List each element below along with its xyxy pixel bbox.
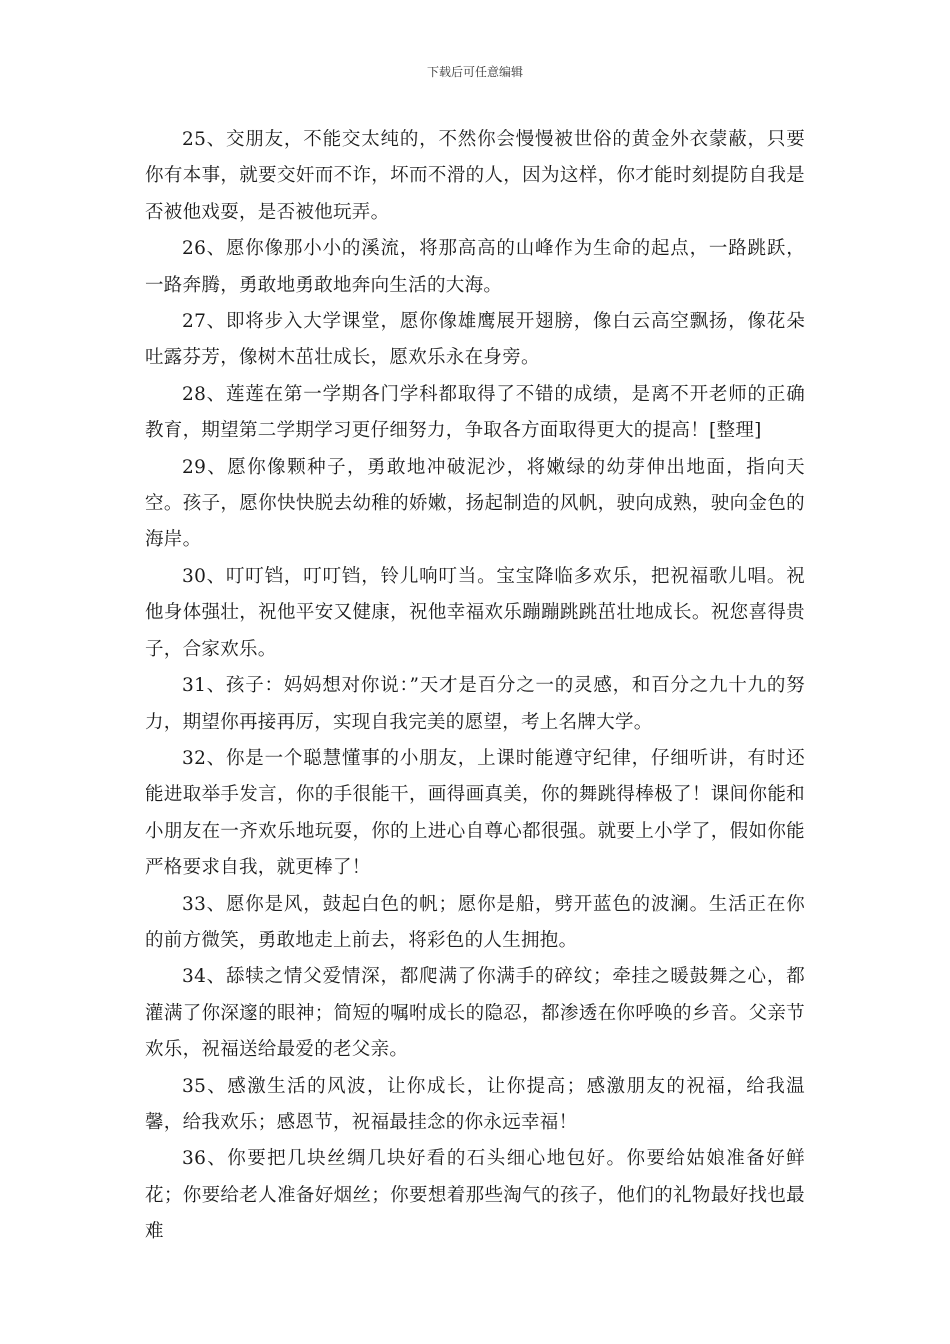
paragraph-33: 33、愿你是风，鼓起白色的帆；愿你是船，劈开蓝色的波澜。生活正在你的前方微笑，勇敢地走上前去，将彩色的人生拥抱。: [145, 893, 805, 951]
paragraph-35: 35、感激生活的风波，让你成长，让你提高；感激朋友的祝福，给我温馨，给我欢乐；感恩节，祝福最挂念的你永远幸福！: [145, 1075, 805, 1133]
document-body: [145, 122, 805, 1251]
paragraph-25: 25、交朋友，不能交太纯的，不然你会慢慢被世俗的黄金外衣蒙蔽，只要你有本事，就要交奸而不诈，坏而不滑的人，因为这样，你才能时刻提防自我是否被他戏耍，是否被他玩弄。: [145, 129, 805, 223]
paragraph-34: 34、舔犊之情父爱情深，都爬满了你满手的碎纹；牵挂之暖鼓舞之心，都灌满了你深邃的眼神；简短的嘱咐成长的隐忍，都渗透在你呼唤的乡音。父亲节欢乐，祝福送给最爱的老父亲。: [145, 966, 805, 1061]
paragraph-26: 26、愿你像那小小的溪流，将那高高的山峰作为生命的起点，一路跳跃，一路奔腾，勇敢地勇敢地奔向生活的大海。: [145, 238, 805, 296]
paragraph-32: 32、你是一个聪慧懂事的小朋友，上课时能遵守纪律，仔细听讲，有时还能进取举手发言，你的手很能干，画得画真美，你的舞跳得棒极了！课间你能和小朋友在一齐欢乐地玩耍，你的上进心自尊心都很强。就要上小学了，假如你能严格要求自我，就更棒了！: [145, 747, 805, 879]
paragraph-29: 29、愿你像颗种子，勇敢地冲破泥沙，将嫩绿的幼芽伸出地面，指向天空。孩子，愿你快快脱去幼稚的娇嫩，扬起制造的风帆，驶向成熟，驶向金色的海岸。: [145, 456, 805, 551]
paragraph-31: 31、孩子：妈妈想对你说：”天才是百分之一的灵感，和百分之九十九的努力，期望你再接再厉，实现自我完美的愿望，考上名牌大学。: [145, 675, 805, 733]
paragraph-27: 27、即将步入大学课堂，愿你像雄鹰展开翅膀，像白云高空飘扬，像花朵吐露芬芳，像树木茁壮成长，愿欢乐永在身旁。: [145, 311, 805, 369]
paragraph-28: 28、莲莲在第一学期各门学科都取得了不错的成绩，是离不开老师的正确教育，期望第二学期学习更仔细努力，争取各方面取得更大的提高！[整理]: [145, 383, 805, 442]
paragraph-36: 36、你要把几块丝绸几块好看的石头细心地包好。你要给姑娘准备好鲜花；你要给老人准备好烟丝；你要想着那些淘气的孩子，他们的礼物最好找也最难: [145, 1148, 805, 1243]
page-header: 下载后可任意编辑: [426, 65, 523, 79]
paragraph-30: 30、叮叮铛，叮叮铛，铃儿响叮当。宝宝降临多欢乐，把祝福歌儿唱。祝他身体强壮，祝他平安又健康，祝他幸福欢乐蹦蹦跳跳茁壮地成长。祝您喜得贵子，合家欢乐。: [145, 565, 805, 660]
